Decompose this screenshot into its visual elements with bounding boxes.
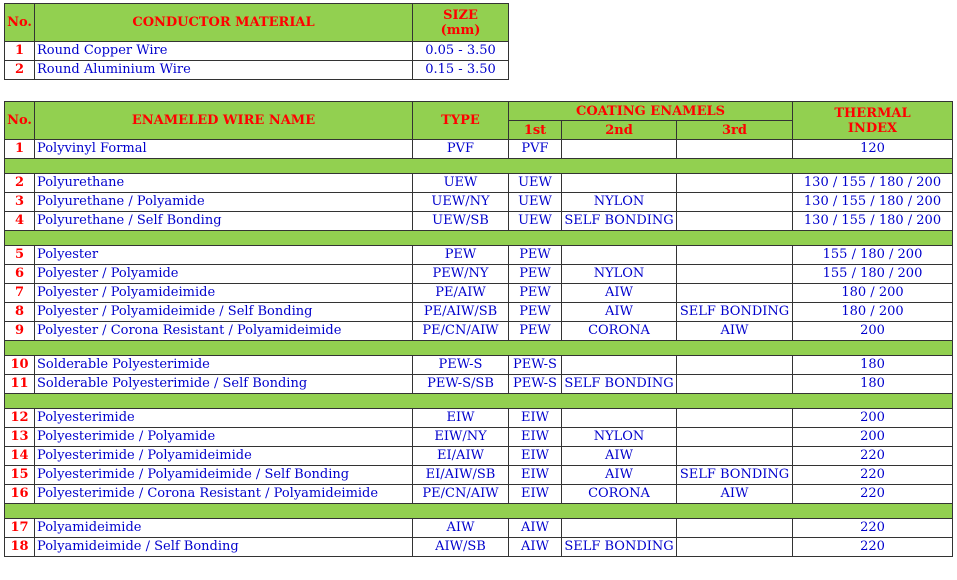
enameled-wire-table <box>4 101 953 557</box>
wire-name: Polyester / Polyamide <box>35 265 413 284</box>
wire-name: Polyesterimide / Polyamide <box>35 428 413 447</box>
coating-1st: EIW <box>509 428 562 447</box>
table-row <box>5 193 953 212</box>
row-number: 4 <box>5 212 35 231</box>
coating-3rd: AIW <box>677 485 793 504</box>
row-number: 3 <box>5 193 35 212</box>
row-number: 17 <box>5 519 35 538</box>
wire-name: Polyester / Polyamideimide / Self Bonding <box>35 303 413 322</box>
wire-name: Solderable Polyesterimide <box>35 356 413 375</box>
row-number: 1 <box>5 140 35 159</box>
wire-type: EI/AIW <box>413 447 509 466</box>
header-size: SIZE (mm) <box>413 4 509 42</box>
coating-3rd <box>677 174 793 193</box>
separator-bar <box>5 394 953 409</box>
coating-2nd <box>562 174 677 193</box>
wire-type: PEW <box>413 246 509 265</box>
wire-name: Solderable Polyesterimide / Self Bonding <box>35 375 413 394</box>
table-row <box>5 538 953 557</box>
coating-2nd: NYLON <box>562 193 677 212</box>
thermal-index: 130 / 155 / 180 / 200 <box>793 174 953 193</box>
table-row <box>5 466 953 485</box>
table-row <box>5 42 509 61</box>
wire-type: AIW <box>413 519 509 538</box>
coating-3rd <box>677 519 793 538</box>
wire-name: Polyvinyl Formal <box>35 140 413 159</box>
wire-type: EIW/NY <box>413 428 509 447</box>
header-wire-name: ENAMELED WIRE NAME <box>35 102 413 140</box>
header-type: TYPE <box>413 102 509 140</box>
coating-3rd <box>677 193 793 212</box>
coating-2nd: SELF BONDING <box>562 538 677 557</box>
thermal-index: 155 / 180 / 200 <box>793 246 953 265</box>
wire-name: Polyester / Polyamideimide <box>35 284 413 303</box>
thermal-index: 130 / 155 / 180 / 200 <box>793 193 953 212</box>
separator-bar <box>5 504 953 519</box>
coating-2nd: AIW <box>562 466 677 485</box>
group-separator <box>5 159 953 174</box>
thermal-index: 200 <box>793 428 953 447</box>
table-row <box>5 284 953 303</box>
coating-2nd <box>562 246 677 265</box>
thermal-index: 220 <box>793 485 953 504</box>
coating-3rd: SELF BONDING <box>677 303 793 322</box>
coating-2nd: AIW <box>562 284 677 303</box>
conductor-material-table <box>4 3 509 80</box>
thermal-index: 220 <box>793 466 953 485</box>
thermal-index: 130 / 155 / 180 / 200 <box>793 212 953 231</box>
separator-bar <box>5 341 953 356</box>
coating-3rd <box>677 409 793 428</box>
coating-2nd: NYLON <box>562 265 677 284</box>
group-separator <box>5 394 953 409</box>
wire-type: UEW/NY <box>413 193 509 212</box>
coating-2nd: AIW <box>562 447 677 466</box>
table-row <box>5 519 953 538</box>
wire-name: Polyesterimide <box>35 409 413 428</box>
wire-name: Polyester / Corona Resistant / Polyamideimide <box>35 322 413 341</box>
wire-type: PE/AIW/SB <box>413 303 509 322</box>
row-number: 1 <box>5 42 35 61</box>
coating-3rd <box>677 538 793 557</box>
table-row <box>5 485 953 504</box>
header-coating-enamels: COATING ENAMELS <box>509 102 793 121</box>
row-number: 2 <box>5 174 35 193</box>
row-number: 2 <box>5 61 35 80</box>
coating-1st: EIW <box>509 409 562 428</box>
table-row <box>5 212 953 231</box>
header-coat-2nd: 2nd <box>562 121 677 140</box>
size-range: 0.15 - 3.50 <box>413 61 509 80</box>
row-number: 13 <box>5 428 35 447</box>
coating-1st: EIW <box>509 485 562 504</box>
conductor-material: Round Aluminium Wire <box>35 61 413 80</box>
coating-1st: PEW <box>509 246 562 265</box>
table-row <box>5 447 953 466</box>
wire-type: PE/CN/AIW <box>413 485 509 504</box>
wire-type: UEW/SB <box>413 212 509 231</box>
coating-1st: PEW <box>509 303 562 322</box>
coating-2nd <box>562 519 677 538</box>
table-row <box>5 61 509 80</box>
coating-3rd <box>677 428 793 447</box>
row-number: 8 <box>5 303 35 322</box>
wire-name: Polyamideimide / Self Bonding <box>35 538 413 557</box>
coating-3rd <box>677 284 793 303</box>
thermal-index: 155 / 180 / 200 <box>793 265 953 284</box>
separator-bar <box>5 231 953 246</box>
wire-type: PEW-S <box>413 356 509 375</box>
conductor-material: Round Copper Wire <box>35 42 413 61</box>
coating-1st: AIW <box>509 538 562 557</box>
wire-type: PE/AIW <box>413 284 509 303</box>
coating-3rd <box>677 246 793 265</box>
thermal-index: 220 <box>793 538 953 557</box>
wire-type: AIW/SB <box>413 538 509 557</box>
coating-2nd: SELF BONDING <box>562 375 677 394</box>
header-coat-1st: 1st <box>509 121 562 140</box>
coating-1st: PEW-S <box>509 356 562 375</box>
coating-1st: PEW <box>509 265 562 284</box>
thermal-index: 180 <box>793 356 953 375</box>
row-number: 5 <box>5 246 35 265</box>
group-separator <box>5 341 953 356</box>
coating-3rd <box>677 140 793 159</box>
size-range: 0.05 - 3.50 <box>413 42 509 61</box>
coating-1st: EIW <box>509 447 562 466</box>
coating-2nd: NYLON <box>562 428 677 447</box>
wire-type: PEW/NY <box>413 265 509 284</box>
coating-2nd: CORONA <box>562 485 677 504</box>
coating-3rd <box>677 212 793 231</box>
wire-name: Polyesterimide / Polyamideimide <box>35 447 413 466</box>
table-row <box>5 246 953 265</box>
coating-2nd <box>562 356 677 375</box>
row-number: 14 <box>5 447 35 466</box>
header-no: No. <box>5 102 35 140</box>
header-thermal-index: THERMAL INDEX <box>793 102 953 140</box>
wire-name: Polyesterimide / Corona Resistant / Polyamideimide <box>35 485 413 504</box>
wire-name: Polyester <box>35 246 413 265</box>
row-number: 6 <box>5 265 35 284</box>
thermal-index: 180 / 200 <box>793 303 953 322</box>
thermal-index: 180 / 200 <box>793 284 953 303</box>
coating-3rd: AIW <box>677 322 793 341</box>
row-number: 15 <box>5 466 35 485</box>
coating-1st: UEW <box>509 193 562 212</box>
row-number: 18 <box>5 538 35 557</box>
coating-1st: PEW <box>509 322 562 341</box>
coating-2nd <box>562 140 677 159</box>
wire-name: Polyamideimide <box>35 519 413 538</box>
coating-2nd: SELF BONDING <box>562 212 677 231</box>
wire-type: EI/AIW/SB <box>413 466 509 485</box>
thermal-index: 220 <box>793 447 953 466</box>
coating-2nd: AIW <box>562 303 677 322</box>
header-no: No. <box>5 4 35 42</box>
table-row <box>5 174 953 193</box>
thermal-index: 200 <box>793 409 953 428</box>
thermal-index: 120 <box>793 140 953 159</box>
wire-name: Polyurethane / Self Bonding <box>35 212 413 231</box>
group-separator <box>5 231 953 246</box>
coating-1st: PVF <box>509 140 562 159</box>
table-row <box>5 322 953 341</box>
row-number: 16 <box>5 485 35 504</box>
row-number: 11 <box>5 375 35 394</box>
coating-3rd <box>677 447 793 466</box>
wire-name: Polyesterimide / Polyamideimide / Self Bonding <box>35 466 413 485</box>
coating-3rd <box>677 356 793 375</box>
table-row <box>5 356 953 375</box>
coating-1st: UEW <box>509 212 562 231</box>
wire-type: UEW <box>413 174 509 193</box>
coating-1st: UEW <box>509 174 562 193</box>
wire-name: Polyurethane <box>35 174 413 193</box>
coating-3rd: SELF BONDING <box>677 466 793 485</box>
row-number: 12 <box>5 409 35 428</box>
wire-type: PVF <box>413 140 509 159</box>
header-coat-3rd: 3rd <box>677 121 793 140</box>
header-conductor-material: CONDUCTOR MATERIAL <box>35 4 413 42</box>
wire-type: EIW <box>413 409 509 428</box>
table-row <box>5 303 953 322</box>
coating-1st: PEW-S <box>509 375 562 394</box>
thermal-index: 200 <box>793 322 953 341</box>
table-row <box>5 265 953 284</box>
coating-2nd <box>562 409 677 428</box>
thermal-index: 180 <box>793 375 953 394</box>
thermal-index: 220 <box>793 519 953 538</box>
row-number: 7 <box>5 284 35 303</box>
wire-type: PEW-S/SB <box>413 375 509 394</box>
table-row <box>5 409 953 428</box>
separator-bar <box>5 159 953 174</box>
table-row <box>5 428 953 447</box>
table-row <box>5 375 953 394</box>
coating-3rd <box>677 375 793 394</box>
coating-1st: PEW <box>509 284 562 303</box>
group-separator <box>5 504 953 519</box>
row-number: 10 <box>5 356 35 375</box>
wire-name: Polyurethane / Polyamide <box>35 193 413 212</box>
coating-3rd <box>677 265 793 284</box>
coating-2nd: CORONA <box>562 322 677 341</box>
coating-1st: AIW <box>509 519 562 538</box>
wire-type: PE/CN/AIW <box>413 322 509 341</box>
coating-1st: EIW <box>509 466 562 485</box>
table-row <box>5 140 953 159</box>
row-number: 9 <box>5 322 35 341</box>
